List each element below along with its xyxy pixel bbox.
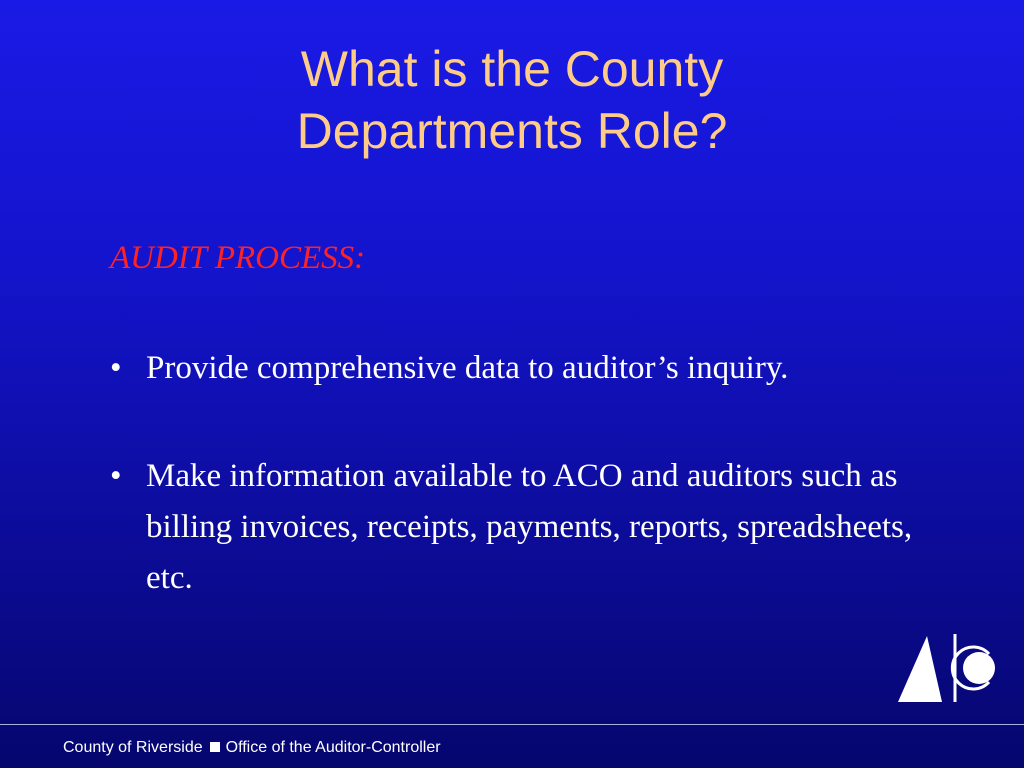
footer-office: Office of the Auditor-Controller xyxy=(225,739,441,756)
slide-title-line-2: Departments Role? xyxy=(296,103,728,159)
section-heading: AUDIT PROCESS: xyxy=(110,240,366,276)
footer xyxy=(63,739,441,757)
square-separator-icon xyxy=(210,742,220,752)
footer-organization: County of Riverside xyxy=(63,739,203,756)
bullet-item xyxy=(110,451,940,604)
logo-dot xyxy=(963,652,995,684)
aco-logo-icon xyxy=(895,632,997,704)
bullet-marker: • xyxy=(110,458,122,494)
bullet-marker: • xyxy=(110,350,122,386)
footer-divider xyxy=(0,724,1024,725)
bullet-text: Make information available to ACO and auditors such as billing invoices, receipts, payments, reports, spreadsheets, etc. xyxy=(146,458,913,596)
slide-title xyxy=(0,38,1024,162)
slide-title-line-1: What is the County xyxy=(300,41,724,97)
logo-triangle xyxy=(898,636,942,702)
bullet-item xyxy=(110,343,930,394)
bullet-text: Provide comprehensive data to auditor’s inquiry. xyxy=(146,350,789,386)
